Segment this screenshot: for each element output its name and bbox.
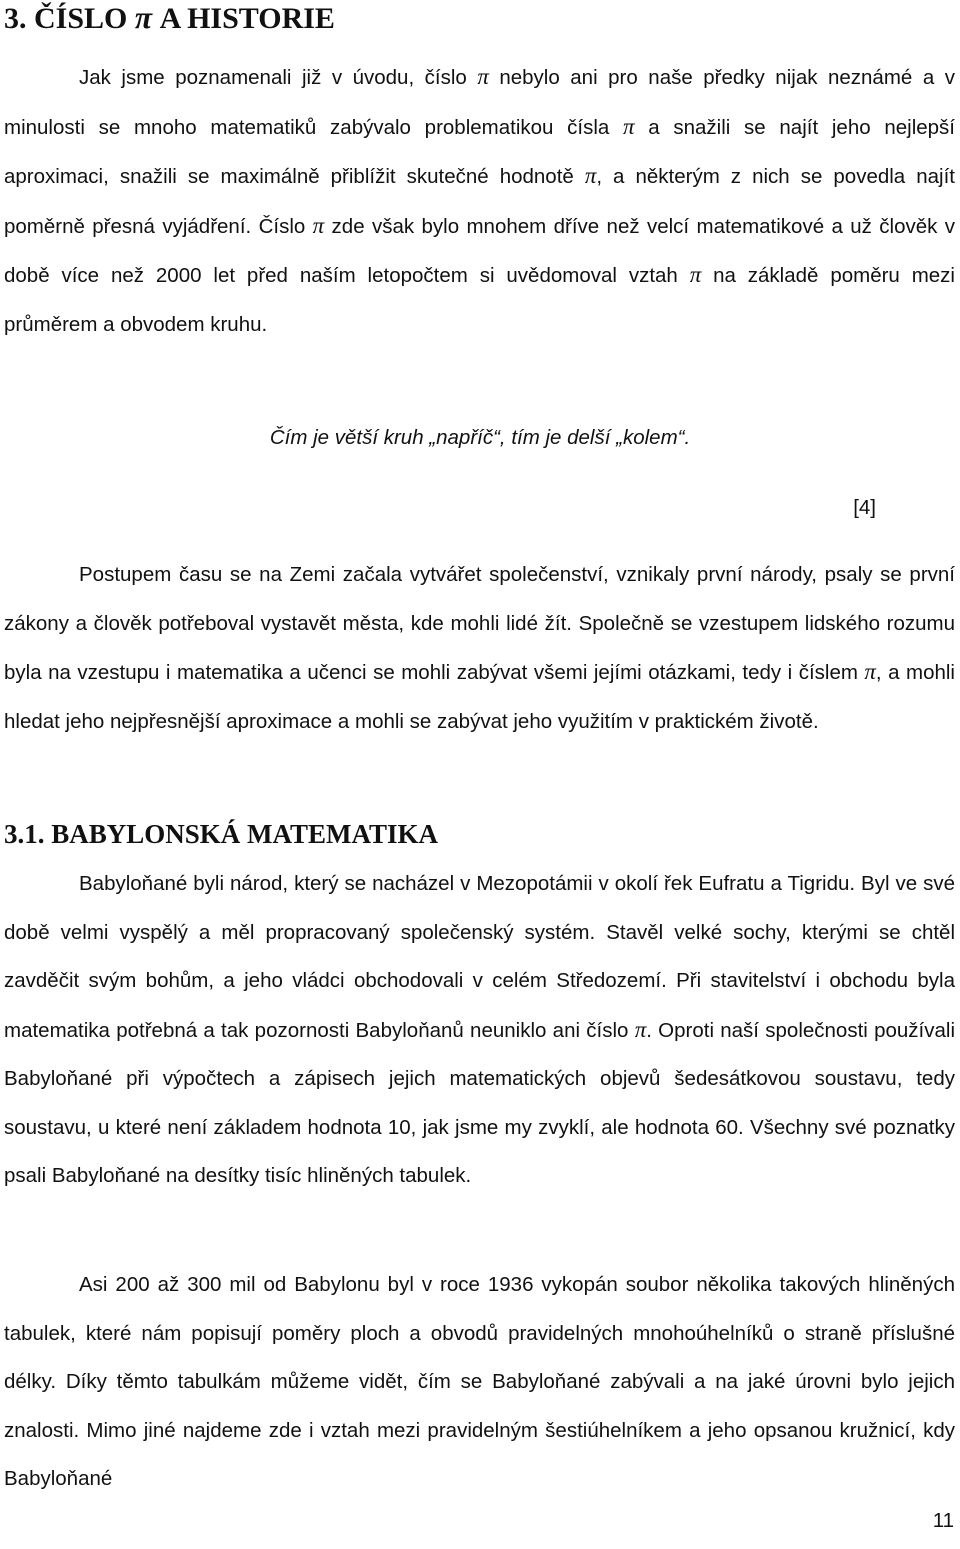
intro-text-1: Jak jsme poznamenali již v úvodu, číslo [79, 66, 478, 89]
intro-text-6: na základě poměru mezi průměrem a obvodem kruhu. [4, 264, 955, 336]
pi-symbol: π [312, 212, 325, 238]
intro-text-2: nebylo ani pro naše předky nijak neznámé a v minulosti se mnoho matematiků zabývalo problematikou čísla [4, 66, 955, 139]
pi-symbol: π [634, 1016, 647, 1042]
quote: Čím je větší kruh „napříč“, tím je delší „kolem“. [269, 426, 691, 449]
chapter-heading-prefix: 3. ČÍSLO [4, 2, 135, 35]
pi-symbol: π [689, 262, 702, 287]
page-number: 11 [932, 1509, 954, 1532]
chapter-heading-suffix: A HISTORIE [152, 2, 335, 35]
intro-text-5: zde však bylo mnohem dříve než velcí matematikové a už člověk v době více než 2000 let před naším letopočtem si uvědomoval vztah [4, 214, 955, 287]
pi-symbol: π [864, 659, 876, 684]
civilization-text-1: Postupem času se na Zemi začala vytvářet společenství, vznikaly první národy, psaly se první zákony a člověk potřeboval vystavět města, kde mohli lidé žít. Společně se vzestupem lidského rozumu byla na vzestupu i matematika a učenci se mohli zabývat všemi jejími otázkami, tedy i číslem [4, 563, 955, 684]
intro-text-3: a snažili se najít jeho nejlepší aproximaci, snažili se maximálně přiblížit skutečné hodnotě [4, 115, 955, 188]
pi-symbol: π [134, 0, 153, 35]
pi-symbol: π [584, 163, 597, 188]
chapter-heading [4, 0, 335, 37]
pi-symbol: π [623, 113, 635, 139]
intro-text-4: , a některým z nich se povedla najít poměrně přesná vyjádření. Číslo [4, 165, 955, 238]
pi-symbol: π [477, 64, 489, 89]
civilization-paragraph [4, 551, 955, 746]
tablets-paragraph: Asi 200 až 300 mil od Babylonu byl v roce 1936 vykopán soubor několika takových hliněných tabulek, které nám popisují poměry ploch a obvodů pravidelných mnohoúhelníků o straně příslušné délky. Díky těmto tabulkám můžeme vidět, čím se Babyloňané zabývali a na jaké úrovni bylo jejich znalosti. Mimo jiné najdeme zde i vztah mezi pravidelným šestiúhelníkem a jeho opsanou kružnicí, kdy Babyloňané [4, 1273, 955, 1490]
intro-paragraph [4, 53, 955, 349]
babylon-paragraph [4, 860, 955, 1201]
babylon-text-1: Babyloňané byli národ, který se nacházel v Mezopotámii v okolí řek Eufratu a Tigridu. Byl ve své době velmi vyspělý a měl propracovaný společenský systém. Stavěl velké sochy, kterými se chtěl zavděčit svým bohům, a jeho vládci obchodovali v celém Středozemí. Při stavitelství i obchodu byla matematika potřebná a tak pozornosti Babyloňanů neuniklo ani číslo [4, 872, 955, 1042]
babylon-text-2: . Oproti naší společnosti používali Babyloňané při výpočtech a zápisech jejich matematických objevů šedesátkovou soustavu, tedy soustavu, u které není základem hodnota 10, jak jsme my zvyklí, ale hodnota 60. Všechny své poznatky psali Babyloňané na desítky tisíc hliněných tabulek. [4, 1018, 955, 1187]
section-heading: 3.1. BABYLONSKÁ MATEMATIKA [4, 819, 439, 849]
citation-reference: [4] [853, 496, 876, 519]
civilization-text-2: , a mohli hledat jeho nejpřesnější aproximace a mohli se zabývat jeho využitím v praktickém životě. [4, 661, 955, 733]
